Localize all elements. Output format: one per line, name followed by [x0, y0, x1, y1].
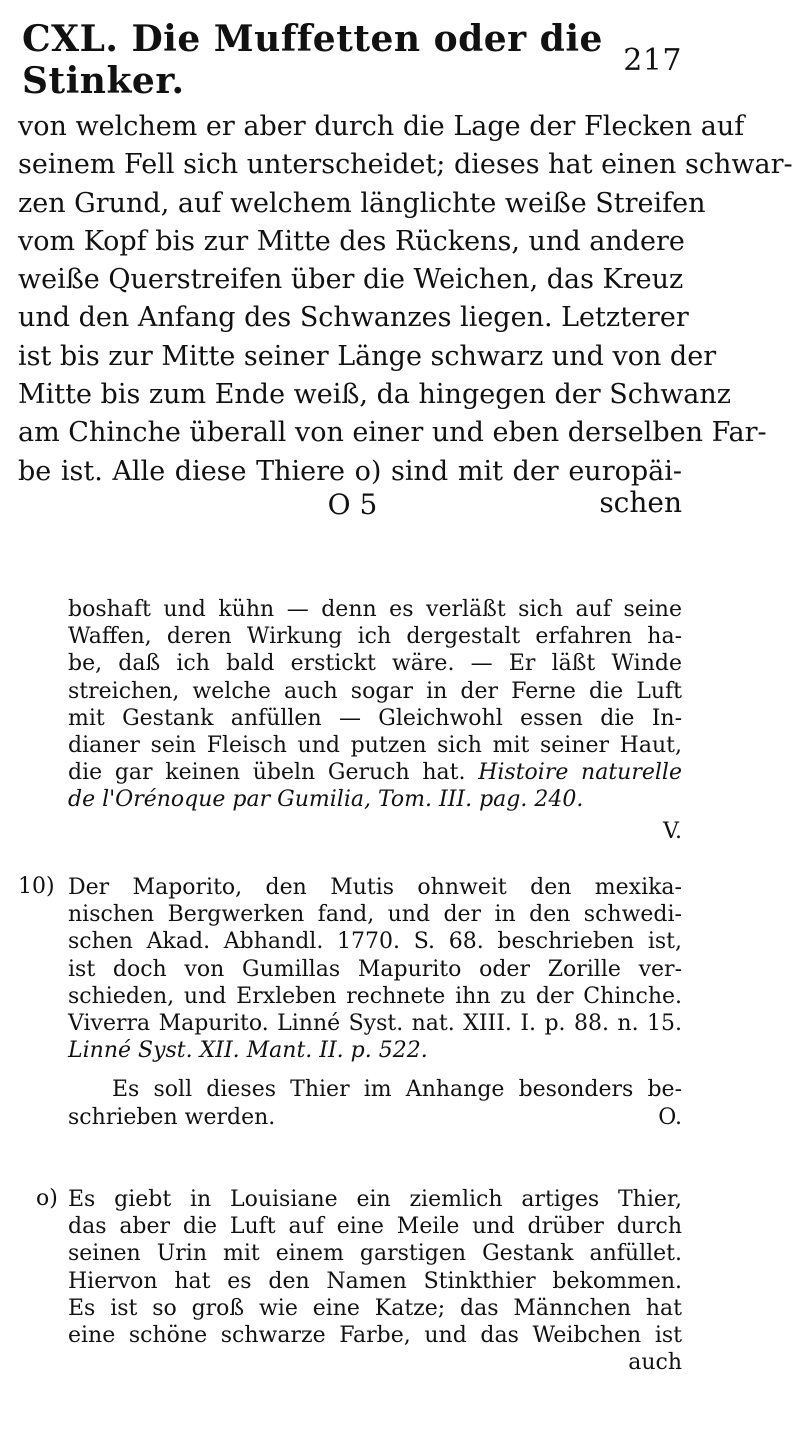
latin-citation: Viverra Mapurito. Linné Syst. nat. XIII. I. p. 88. n. 15.: [68, 1011, 682, 1037]
footnote-line: seinen Urin mit einem garstigen Gestank anfüllet.: [68, 1241, 682, 1267]
footnote-text: schrieben werden.: [68, 1104, 276, 1130]
latin-citation: Linné Syst. XII. Mant. II. p. 522.: [68, 1038, 428, 1064]
text-line: zen Grund, auf welchem länglichte weiße Streifen: [18, 187, 706, 219]
footnote-line: Es giebt in Louisiane ein ziemlich artiges Thier,: [68, 1187, 682, 1212]
citation-line: de l'Orénoque par Gumilia, Tom. III. pag. 240.: [68, 787, 584, 813]
text-line: Mitte bis zum Ende weiß, da hingegen der Schwanz: [18, 379, 732, 411]
footnote-number: 10): [18, 874, 55, 899]
text-line: und den Anfang des Schwanzes liegen. Letzterer: [18, 302, 689, 334]
footnote-line: das aber die Luft auf eine Meile und drüber durch: [68, 1214, 682, 1240]
text-line: von welchem er aber durch die Lage der Flecken auf: [18, 111, 745, 142]
footnote-line: schieden, und Erxleben rechnete ihn zu der Chinche.: [68, 983, 682, 1009]
footnote-line: Der Maporito, den Mutis ohnweit den mexika-: [68, 875, 682, 900]
footnote-number: o): [36, 1186, 58, 1211]
page-number: 217: [623, 42, 682, 78]
footnote-line: ist doch von Gumillas Mapurito oder Zorille ver-: [68, 956, 682, 982]
footnote-line: Es soll dieses Thier im Anhange besonders be-: [112, 1077, 682, 1103]
footnote-line: streichen, welche auch sogar in der Ferne die Luft: [68, 678, 682, 704]
footnote-line: [18, 1104, 682, 1131]
catchword: schen: [599, 486, 682, 519]
text-line: vom Kopf bis zur Mitte des Rückens, und andere: [18, 225, 685, 257]
text-line: ist bis zur Mitte seiner Länge schwarz und von der: [18, 340, 717, 372]
footnote-line: schen Akad. Abhandl. 1770. S. 68. beschrieben ist,: [68, 929, 682, 955]
main-text: [18, 108, 793, 491]
page-title: CXL. Die Muffetten oder die Stinker.: [22, 18, 603, 102]
footnote-line: dianer sein Fleisch und putzen sich mit seiner Haut,: [68, 733, 682, 759]
text-line: am Chinche überall von einer und eben derselben Far-: [18, 417, 767, 449]
footnote-line: Es ist so groß wie eine Katze; das Männchen hat: [68, 1295, 682, 1321]
footnote-o: [18, 1186, 682, 1376]
footnote-line: [18, 759, 682, 786]
text-line: seinem Fell sich unterscheidet; dieses hat einen schwar-: [18, 149, 793, 181]
footnote-line: boshaft und kühn — denn es verläßt sich auf seine: [68, 597, 682, 622]
catchword: auch: [628, 1350, 682, 1376]
footnote-line: be, daß ich bald erstickt wäre. — Er läßt Winde: [68, 651, 682, 677]
footnote-10: [18, 874, 682, 1131]
footnote-line: Waffen, deren Wirkung ich dergestalt erfahren ha-: [68, 624, 682, 650]
footnote-line: nischen Bergwerken fand, und der in den schwedi-: [68, 902, 682, 928]
author-mark: O.: [658, 1104, 682, 1130]
footnote-continued: [18, 596, 682, 845]
footnote-line: mit Gestank anfüllen — Gleichwohl essen die In-: [68, 705, 682, 731]
signature-mark: O 5: [327, 488, 378, 521]
text-line: be ist. Alle diese Thiere o) sind mit der europäi-: [18, 455, 682, 487]
running-header: [22, 18, 682, 102]
citation-text: Histoire naturelle: [478, 760, 682, 786]
text-line: weiße Querstreifen über die Weichen, das Kreuz: [18, 264, 684, 296]
author-mark: V.: [662, 818, 682, 844]
footnote-text: die gar keinen übeln Geruch hat.: [68, 760, 466, 786]
footnote-line: Hiervon hat es den Namen Stinkthier bekommen.: [68, 1268, 682, 1294]
footnote-line: eine schöne schwarze Farbe, und das Weibchen ist: [68, 1323, 682, 1349]
